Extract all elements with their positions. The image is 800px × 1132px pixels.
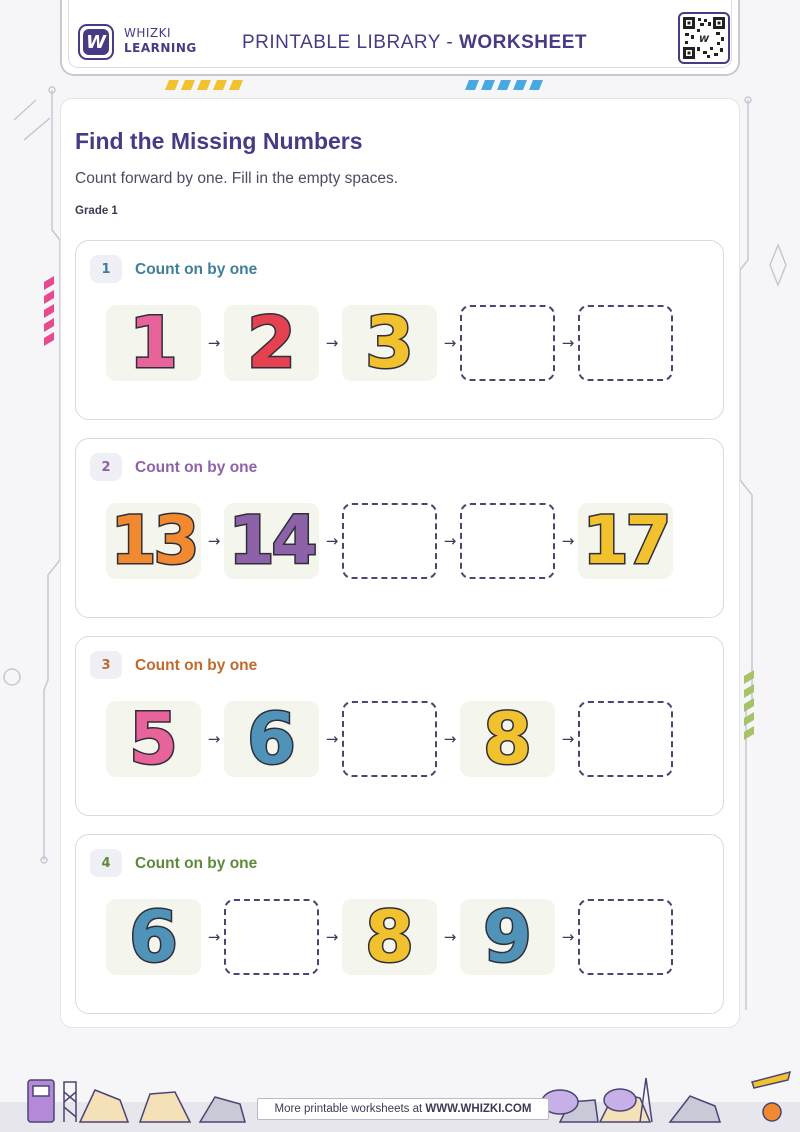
answer-box[interactable]	[578, 899, 673, 975]
number-tile: 8	[460, 701, 555, 777]
worksheet-title: Find the Missing Numbers	[75, 128, 363, 154]
answer-box[interactable]	[224, 899, 319, 975]
arrow-right-icon: →	[207, 334, 221, 352]
arrow-right-icon: →	[207, 730, 221, 748]
exercise-card-1	[75, 240, 724, 420]
arrow-right-icon: →	[325, 928, 339, 946]
exercise-label: Count on by one	[135, 657, 258, 674]
qr-code-icon[interactable]	[678, 12, 730, 64]
grade-label: Grade 1	[75, 205, 118, 217]
arrow-right-icon: →	[325, 532, 339, 550]
qr-code-graphic	[683, 17, 725, 59]
yellow-stripes-decoration	[165, 80, 249, 90]
exercise-label: Count on by one	[135, 261, 258, 278]
worksheet-instructions: Count forward by one. Fill in the empty spaces.	[75, 170, 399, 187]
answer-box[interactable]	[460, 503, 555, 579]
number-tile: 14	[224, 503, 319, 579]
brand-top: WHIZKI	[124, 26, 172, 40]
exercise-number-badge: 3	[90, 651, 122, 679]
arrow-right-icon: →	[443, 532, 457, 550]
arrow-right-icon: →	[325, 730, 339, 748]
footer-link[interactable]	[257, 1098, 549, 1120]
answer-box[interactable]	[342, 503, 437, 579]
exercise-card-4	[75, 834, 724, 1014]
number-tile: 5	[106, 701, 201, 777]
answer-box[interactable]	[460, 305, 555, 381]
header-title	[242, 32, 587, 54]
arrow-right-icon: →	[443, 730, 457, 748]
arrow-right-icon: →	[443, 334, 457, 352]
number-tile: 8	[342, 899, 437, 975]
footer-url: WWW.WHIZKI.COM	[425, 1103, 532, 1115]
arrow-right-icon: →	[561, 334, 575, 352]
qr-center-letter: W	[699, 35, 709, 45]
header-title-prefix: PRINTABLE LIBRARY -	[242, 32, 459, 53]
number-tile: 9	[460, 899, 555, 975]
exercise-card-2	[75, 438, 724, 618]
number-tile: 3	[342, 305, 437, 381]
answer-box[interactable]	[578, 701, 673, 777]
exercise-number-badge: 1	[90, 255, 122, 283]
answer-box[interactable]	[578, 305, 673, 381]
number-tile: 2	[224, 305, 319, 381]
arrow-right-icon: →	[207, 928, 221, 946]
arrow-right-icon: →	[443, 928, 457, 946]
arrow-right-icon: →	[325, 334, 339, 352]
whizki-logo[interactable]	[78, 24, 114, 60]
bottom-illustration	[0, 1052, 800, 1132]
brand-bottom: LEARNING	[124, 41, 197, 55]
brand-name	[124, 26, 197, 56]
exercise-label: Count on by one	[135, 459, 258, 476]
arrow-right-icon: →	[561, 730, 575, 748]
arrow-right-icon: →	[561, 928, 575, 946]
exercise-card-3	[75, 636, 724, 816]
logo-letter: W	[83, 29, 109, 55]
blue-stripes-decoration	[465, 80, 549, 90]
exercise-number-badge: 2	[90, 453, 122, 481]
number-tile: 6	[106, 899, 201, 975]
exercise-label: Count on by one	[135, 855, 258, 872]
answer-box[interactable]	[342, 701, 437, 777]
header-title-bold: WORKSHEET	[458, 32, 587, 53]
exercise-number-badge: 4	[90, 849, 122, 877]
arrow-right-icon: →	[207, 532, 221, 550]
footer-prefix: More printable worksheets at	[274, 1103, 426, 1115]
header-banner	[60, 0, 740, 76]
number-tile: 17	[578, 503, 673, 579]
number-tile: 13	[106, 503, 201, 579]
number-tile: 1	[106, 305, 201, 381]
arrow-right-icon: →	[561, 532, 575, 550]
number-tile: 6	[224, 701, 319, 777]
